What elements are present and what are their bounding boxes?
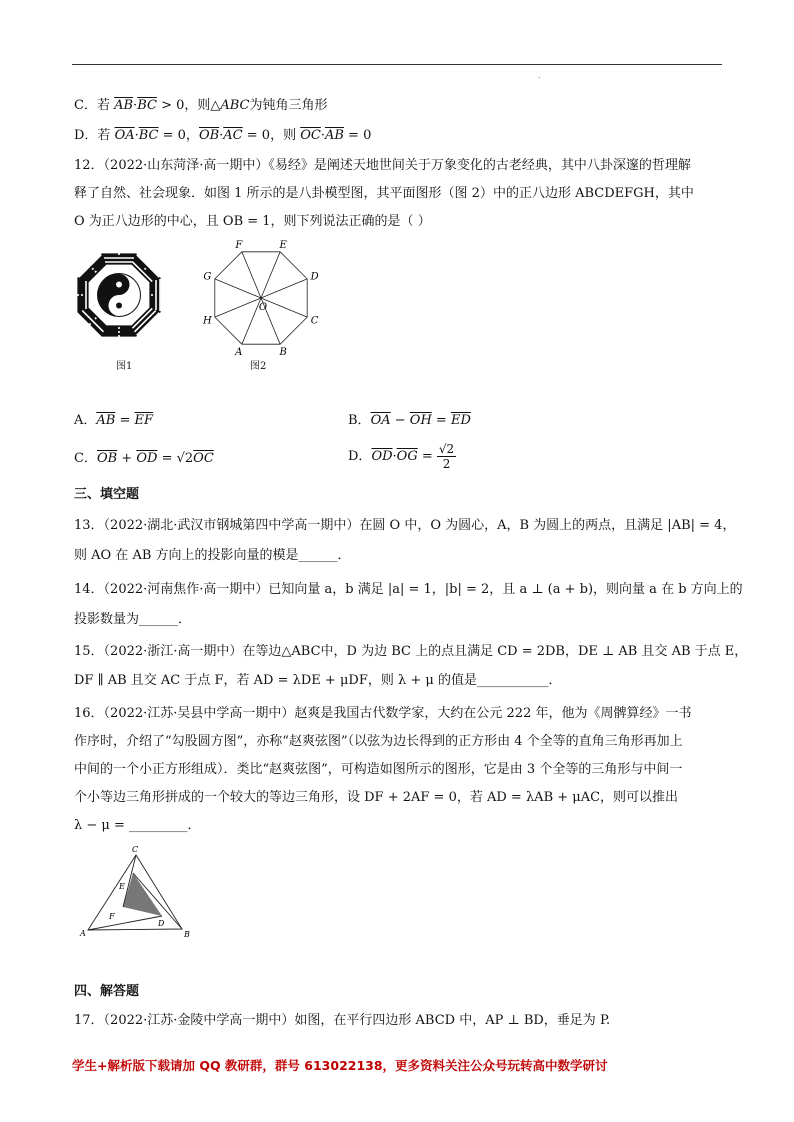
q16-line2: 作序时，介绍了“勾股圆方图”，亦称“赵爽弦图”（以弦为边长得到的正方形由 4 个全等的直角三角形再加上 bbox=[74, 734, 683, 749]
vertex-label: G bbox=[203, 271, 212, 283]
q12-option-d: D．$\overline{OD}\cdot\overline{OG}$ = $\frac{√2}{2}$ bbox=[348, 442, 455, 471]
q15-line1: 15．（2022·浙江·高一期中）在等边△ABC中，D 为边 BC 上的点且满足 CD = 2DB，DE ⊥ AB 且交 AB 于点 E， bbox=[74, 644, 748, 659]
triangle-vertex-label: D bbox=[158, 919, 165, 928]
section-solution: 四、解答题 bbox=[74, 984, 140, 999]
q16-line1: 16．（2022·江苏·吴县中学高一期中）赵爽是我国古代数学家，大约在公元 222 年，他为《周髀算经》一书 bbox=[74, 706, 692, 721]
bagua-figure bbox=[74, 250, 164, 340]
vertex-label: E bbox=[279, 239, 287, 251]
option-c-prev: C．若 $\overline{AB}\cdot\overline{BC} > 0$，则△ABC为钝角三角形 bbox=[74, 98, 328, 113]
triangle-vertex-label: F bbox=[109, 912, 115, 921]
q16-line3: 中间的一个小正方形组成）．类比“赵爽弦图”，可构造如图所示的图形，它是由 3 个全等的三角形与中间一 bbox=[74, 762, 683, 777]
q16-line4: 个小等边三角形拼成的一个较大的等边三角形，设 DF + 2AF = 0，若 AD = λAB + μAC，则可以推出 bbox=[74, 790, 679, 805]
q15-line2: DF ∥ AB 且交 AC 于点 F，若 AD = λDE + μDF，则 λ + μ 的值是___________． bbox=[74, 673, 562, 688]
center-label: O bbox=[258, 302, 268, 313]
vertex-label: H bbox=[203, 315, 212, 327]
q12-line1: 12．（2022·山东菏泽·高一期中）《易经》是阐述天地世间关于万象变化的古老经典，其中八卦深邃的哲理解 bbox=[74, 158, 691, 173]
vertex-label: F bbox=[235, 239, 243, 251]
header-mark: . bbox=[538, 71, 541, 80]
triangle-figure bbox=[74, 842, 194, 942]
triangle-vertex-label: B bbox=[184, 930, 190, 939]
section-fill-blank: 三、填空题 bbox=[74, 487, 140, 502]
vertex-label: D bbox=[310, 271, 319, 283]
q12-option-b: B．$\overline{OA} - \overline{OH} = \overline{ED}$ bbox=[348, 413, 471, 428]
triangle-vertex-label: E bbox=[119, 882, 125, 891]
option-d-prev: D．若 $\overline{OA}\cdot\overline{BC} = 0$，$\overline{OB}\cdot\overline{AC} = 0$，则 $\overline{OC}\cdot\overline{AB} = 0$ bbox=[74, 128, 372, 143]
fig2-caption: 图2 bbox=[250, 361, 267, 372]
q12-option-c: C．$\overline{OB} + \overline{OD} = √2\overline{OC}$ bbox=[74, 451, 214, 466]
triangle-vertex-label: A bbox=[80, 929, 86, 938]
octagon-figure bbox=[196, 236, 326, 356]
vertex-label: B bbox=[279, 347, 287, 356]
vertex-label: A bbox=[235, 347, 243, 356]
vertex-label: C bbox=[310, 315, 319, 327]
triangle-vertex-label: C bbox=[132, 845, 139, 854]
q16-line5: λ − μ = _________． bbox=[74, 818, 201, 833]
q12-option-a: A．$\overline{AB} = \overline{EF}$ bbox=[74, 413, 154, 428]
q12-line2: 释了自然、社会现象．如图 1 所示的是八卦模型图，其平面图形（图 2）中的正八边形 ABCDEFGH，其中 bbox=[74, 186, 694, 201]
q13-line1: 13．（2022·湖北·武汉市钢城第四中学高一期中）在圆 O 中，O 为圆心，A，B 为圆上的两点，且满足 |AB| = 4， bbox=[74, 518, 736, 533]
q17-line1: 17．（2022·江苏·金陵中学高一期中）如图，在平行四边形 ABCD 中，AP ⊥ BD，垂足为 P. bbox=[74, 1013, 611, 1028]
header-rule bbox=[72, 64, 722, 65]
q12-line3: O 为正八边形的中心，且 OB = 1，则下列说法正确的是（ ） bbox=[74, 214, 431, 229]
q13-line2: 则 AO 在 AB 方向上的投影向量的模是______． bbox=[74, 548, 351, 563]
fig1-caption: 图1 bbox=[116, 361, 133, 372]
footer-promo: 学生+解析版下载请加 QQ 教研群，群号 613022138，更多资料关注公众号玩转高中数学研讨 bbox=[72, 1058, 608, 1073]
q14-line2: 投影数量为______． bbox=[74, 612, 192, 627]
q14-line1: 14．（2022·河南焦作·高一期中）已知向量 a，b 满足 |a| = 1，|b| = 2，且 a ⊥ (a + b)，则向量 a 在 b 方向上的 bbox=[74, 582, 743, 597]
